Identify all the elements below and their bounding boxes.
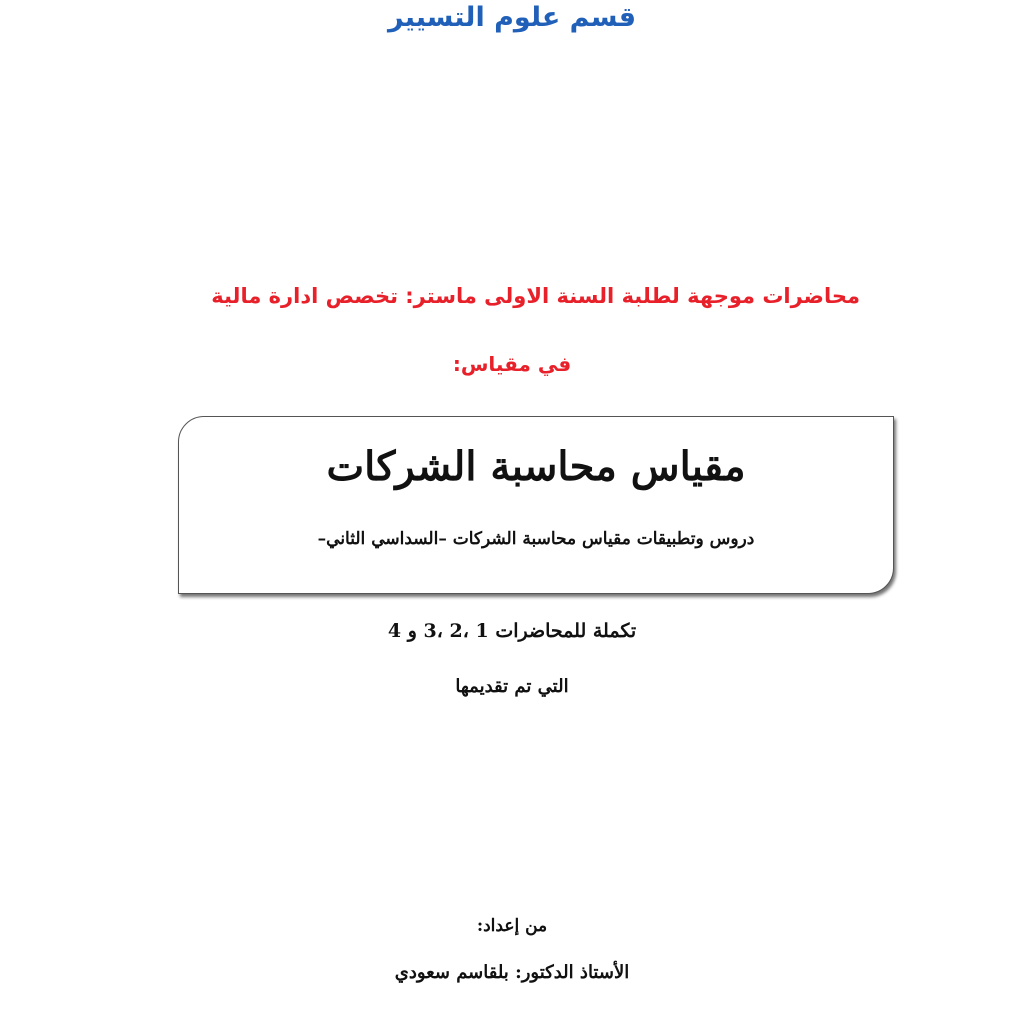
prepared-by-label: من إعداد: <box>476 916 548 936</box>
audience-line: محاضرات موجهة لطلبة السنة الاولى ماستر: تخصص ادارة مالية <box>211 284 860 308</box>
department-heading: قسم علوم التسيير <box>387 2 637 33</box>
course-subtitle: دروس وتطبيقات مقياس محاسبة الشركات –السداسي الثاني– <box>317 529 755 549</box>
supplement-line-2: التي تم تقديمها <box>455 676 569 697</box>
supplement-line: تكملة للمحاضرات 1 ،2 ،3 و 4 <box>387 620 637 642</box>
course-title-box <box>178 416 894 594</box>
author-name: الأستاذ الدكتور: بلقاسم سعودي <box>394 962 630 983</box>
course-title: مقياس محاسبة الشركات <box>326 443 746 490</box>
module-intro: في مقياس: <box>452 352 572 376</box>
